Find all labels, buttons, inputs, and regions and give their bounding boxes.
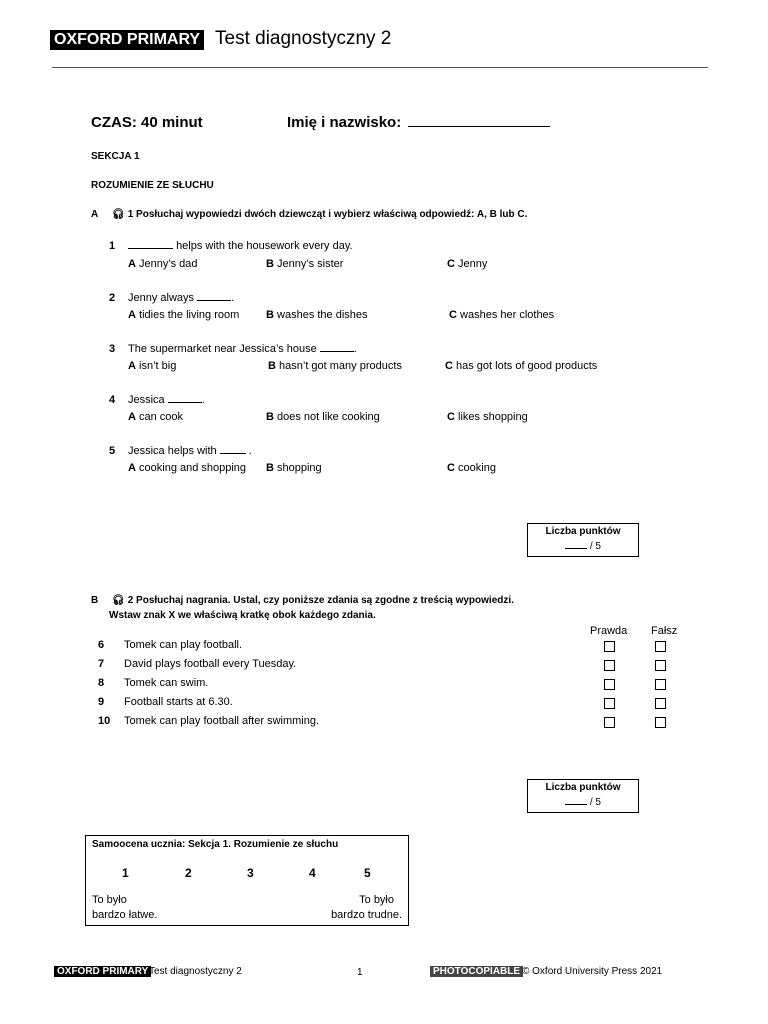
statement-text: Tomek can play football. [124,639,243,651]
easy-label-2: bardzo łatwe. [92,909,158,921]
answer-blank[interactable] [128,247,173,249]
option-c-text: has got lots of good products [456,360,598,372]
option-c-text: washes her clothes [460,309,555,321]
question-number: 4 [109,394,116,406]
option-c[interactable]: C Jenny [447,258,488,270]
option-c-text: Jenny [458,258,488,270]
column-false: Fałsz [651,625,678,637]
score-max: / 5 [589,541,601,552]
self-assessment-box [85,835,409,926]
section-label: SEKCJA 1 [91,151,140,162]
checkbox-true[interactable] [604,717,615,728]
option-c[interactable]: C cooking [447,462,496,474]
statement-text: Tomek can play football after swimming. [124,715,320,727]
photocopiable-badge: PHOTOCOPIABLE [430,966,523,977]
option-b[interactable]: B shopping [266,462,322,474]
score-blank[interactable] [565,803,587,805]
question-text-content: helps with the housework every day. [176,240,353,252]
statement-number: 10 [98,715,111,727]
option-c[interactable]: C has got lots of good products [445,360,598,372]
option-a[interactable]: A can cook [128,411,184,423]
question-text-content: Jessica [128,394,165,406]
part-a-instruction-text: 1 Posłuchaj wypowiedzi dwóch dziewcząt i wybierz właściwą odpowiedź: A, B lub C. [127,209,528,220]
question-text: Jessica helps with . [128,445,252,457]
statement-text: Tomek can swim. [124,677,209,689]
name-label [287,114,550,131]
option-b-text: Jenny’s sister [277,258,344,270]
score-line [528,797,638,808]
part-b-letter: B [91,595,99,606]
score-box-a [527,523,639,557]
option-a-text: Jenny’s dad [139,258,198,270]
scale-4[interactable]: 4 [309,866,316,880]
checkbox-false[interactable] [655,679,666,690]
checkbox-true[interactable] [604,660,615,671]
question-number: 5 [109,445,116,457]
option-b-text: does not like cooking [277,411,380,423]
option-a[interactable]: A Jenny’s dad [128,258,198,270]
scale-5[interactable]: 5 [364,866,371,880]
part-a-letter: A [91,209,99,220]
column-true: Prawda [590,625,628,637]
scale-2[interactable]: 2 [185,866,192,880]
checkbox-false[interactable] [655,641,666,652]
question-number: 2 [109,292,116,304]
footer-title: Test diagnostyczny 2 [149,966,242,977]
score-blank[interactable] [565,547,587,549]
score-title: Liczba punktów [545,782,621,793]
option-a-text: cooking and shopping [139,462,247,474]
checkbox-true[interactable] [604,698,615,709]
page-title: Test diagnostyczny 2 [215,28,392,49]
option-b[interactable]: B does not like cooking [266,411,380,423]
option-a-text: can cook [139,411,184,423]
footer-brand: OXFORD PRIMARY [54,966,151,977]
answer-blank[interactable] [320,350,354,352]
statement-text: David plays football every Tuesday. [124,658,297,670]
statement-text: Football starts at 6.30. [124,696,233,708]
score-max: / 5 [589,797,601,808]
option-c-text: cooking [458,462,496,474]
statement-number: 7 [98,658,105,670]
question-number: 3 [109,343,116,355]
checkbox-true[interactable] [604,679,615,690]
score-line [528,541,638,552]
headphones-icon: 🎧︎ [112,595,125,606]
answer-blank[interactable] [168,401,202,403]
option-a-text: isn’t big [139,360,177,372]
option-a[interactable]: A isn’t big [128,360,177,372]
option-b[interactable]: B Jenny’s sister [266,258,344,270]
self-assessment-title: Samoocena ucznia: Sekcja 1. Rozumienie ze słuchu [92,839,339,850]
checkbox-false[interactable] [655,660,666,671]
question-number: 1 [109,240,116,252]
question-text: Jenny always . [128,292,235,304]
question-text [128,240,353,252]
option-a-text: tidies the living room [139,309,240,321]
score-title: Liczba punktów [545,526,621,537]
option-b-text: hasn’t got many products [279,360,402,372]
part-b-instruction [112,595,514,606]
statement-number: 9 [98,696,105,708]
section-name: ROZUMIENIE ZE SŁUCHU [91,180,214,191]
easy-label-1: To było [92,894,127,906]
copyright: © Oxford University Press 2021 [522,966,663,977]
option-a[interactable]: A tidies the living room [128,309,240,321]
question-text: The supermarket near Jessica’s house . [128,343,357,355]
part-a-instruction [112,209,527,220]
option-b[interactable]: B hasn’t got many products [268,360,402,372]
hard-label-1: To było [359,894,394,906]
question-text-content: Jenny always [128,292,195,304]
question-text: Jessica . [128,394,205,406]
statement-number: 8 [98,677,105,689]
hard-label-2: bardzo trudne. [331,909,402,921]
option-c[interactable]: C washes her clothes [449,309,555,321]
time-label: CZAS: 40 minut [91,114,203,131]
option-c-text: likes shopping [458,411,528,423]
answer-blank[interactable] [220,452,246,454]
checkbox-false[interactable] [655,717,666,728]
question-text-content: Jessica helps with [128,445,217,457]
option-a[interactable]: A cooking and shopping [128,462,247,474]
part-b-instruction-2: Wstaw znak X we właściwą kratkę obok każdego zdania. [109,610,376,621]
header-divider [52,67,708,68]
answer-blank[interactable] [197,299,231,301]
option-b-text: shopping [277,462,322,474]
checkbox-false[interactable] [655,698,666,709]
scale-1[interactable]: 1 [122,866,129,880]
option-b-text: washes the dishes [277,309,368,321]
option-c[interactable]: C likes shopping [447,411,528,423]
score-box-b [527,779,639,813]
checkbox-true[interactable] [604,641,615,652]
option-b[interactable]: B washes the dishes [266,309,368,321]
headphones-icon: 🎧︎ [112,209,125,220]
part-b-instruction-text: 2 Posłuchaj nagrania. Ustal, czy poniższe zdania są zgodne z treścią wypowiedzi. [127,595,514,606]
scale-3[interactable]: 3 [247,866,254,880]
question-text-content: The supermarket near Jessica’s house [128,343,317,355]
name-label-text: Imię i nazwisko: [287,114,402,131]
statement-number: 6 [98,639,105,651]
name-blank[interactable] [408,125,550,127]
page-number: 1 [357,967,363,978]
brand-logo: OXFORD PRIMARY [50,30,204,50]
